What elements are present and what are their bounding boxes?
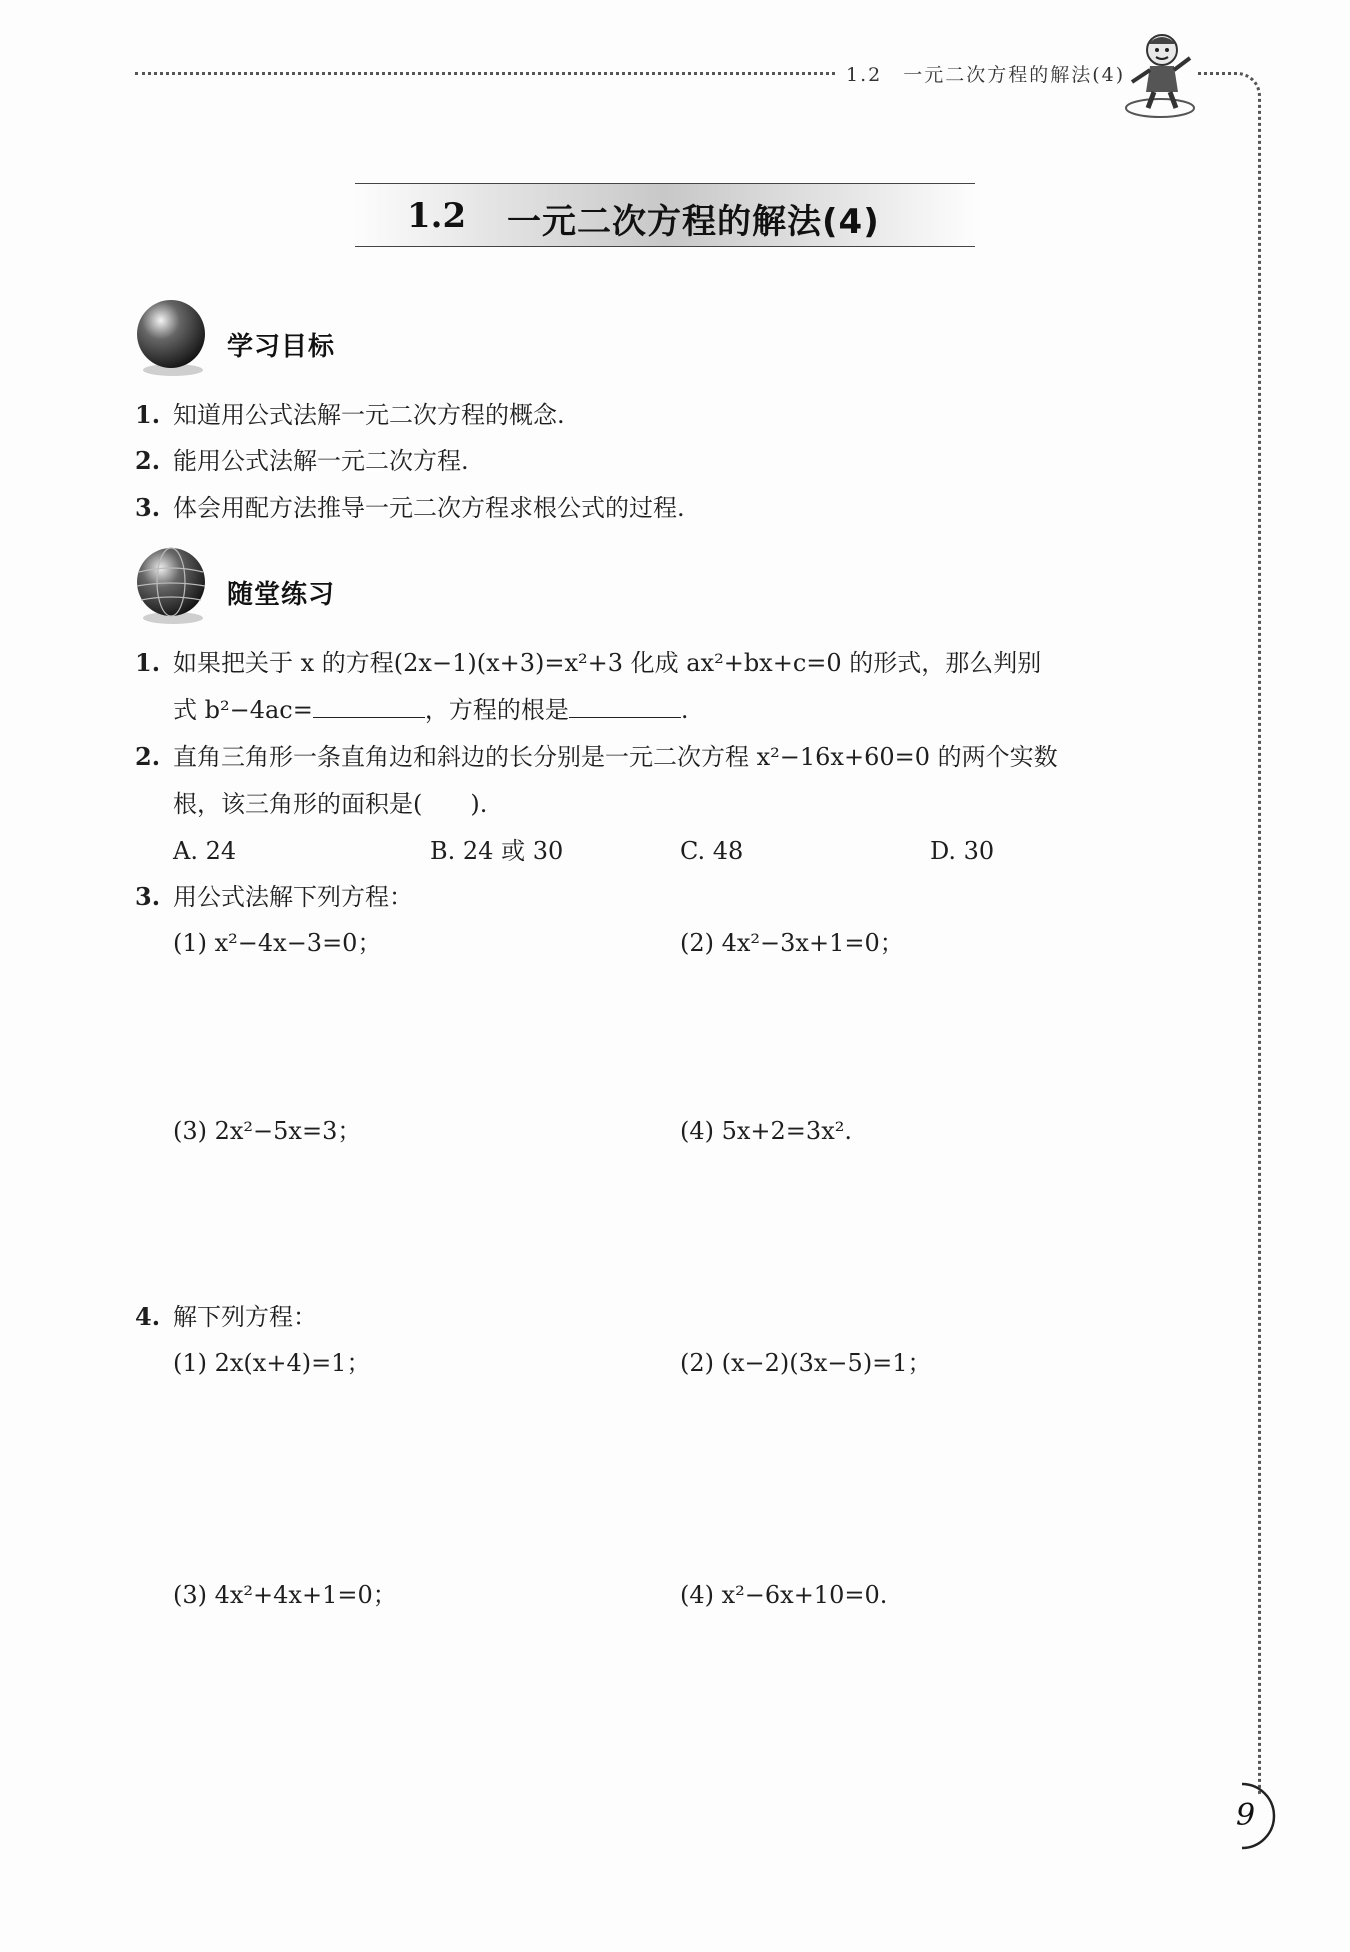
answer-blank-roots[interactable] bbox=[569, 695, 681, 718]
globe-icon bbox=[135, 546, 209, 628]
question-4-part-1: (1) 2x(x+4)=1； bbox=[173, 1349, 371, 1377]
question-3-part-2: (2) 4x²−3x+1=0； bbox=[680, 929, 904, 957]
option-c[interactable]: C. 48 bbox=[680, 837, 744, 865]
question-1-roots-text: ，方程的根是 bbox=[424, 696, 569, 724]
question-3-number: 3. bbox=[135, 882, 161, 911]
sphere-icon bbox=[135, 298, 209, 380]
question-1-line-2 bbox=[173, 695, 689, 725]
question-3-stem: 用公式法解下列方程： bbox=[173, 883, 413, 911]
goal-number-2: 2. bbox=[135, 446, 161, 475]
goal-number-3: 3. bbox=[135, 493, 161, 522]
header-dotted-rule bbox=[135, 72, 835, 75]
page-number: 9 bbox=[1236, 1798, 1256, 1833]
question-2-stem-end: 根，该三角形的面积是( bbox=[173, 790, 423, 818]
mascot-illustration bbox=[1120, 28, 1200, 120]
question-2-close-paren: ). bbox=[470, 790, 488, 818]
question-4-number: 4. bbox=[135, 1302, 161, 1331]
question-3-part-1: (1) x²−4x−3=0； bbox=[173, 929, 382, 957]
goal-text-2: 能用公式法解一元二次方程. bbox=[173, 447, 469, 475]
question-1-period: . bbox=[680, 696, 689, 724]
section-title-learning-goals: 学习目标 bbox=[227, 332, 336, 362]
lesson-number: 1.2 bbox=[407, 196, 467, 236]
option-b[interactable]: B. 24 或 30 bbox=[430, 837, 564, 865]
answer-blank-discriminant[interactable] bbox=[313, 695, 425, 718]
running-header-title: 1.2 一元二次方程的解法(4) bbox=[846, 64, 1126, 86]
goal-text-1: 知道用公式法解一元二次方程的概念. bbox=[173, 401, 565, 429]
question-3-part-3: (3) 2x²−5x=3； bbox=[173, 1117, 362, 1145]
margin-dotted-border bbox=[1198, 72, 1261, 1795]
question-4-part-2: (2) (x−2)(3x−5)=1； bbox=[680, 1349, 932, 1377]
question-2-number: 2. bbox=[135, 742, 161, 771]
section-title-class-practice: 随堂练习 bbox=[227, 580, 336, 610]
lesson-title-banner bbox=[355, 183, 975, 247]
question-4-part-4: (4) x²−6x+10=0. bbox=[680, 1581, 888, 1609]
question-4-part-3: (3) 4x²+4x+1=0； bbox=[173, 1581, 397, 1609]
question-2-line-1: 直角三角形一条直角边和斜边的长分别是一元二次方程 x²−16x+60=0 的两个实数 bbox=[173, 743, 1058, 771]
goal-text-3: 体会用配方法推导一元二次方程求根公式的过程. bbox=[173, 494, 685, 522]
question-3-part-4: (4) 5x+2=3x². bbox=[680, 1117, 852, 1145]
question-1-line-1: 如果把关于 x 的方程(2x−1)(x+3)=x²+3 化成 ax²+bx+c=0 的形式，那么判别 bbox=[173, 649, 1042, 677]
question-4-stem: 解下列方程： bbox=[173, 1303, 317, 1331]
lesson-title: 一元二次方程的解法(4) bbox=[507, 202, 880, 242]
option-d[interactable]: D. 30 bbox=[930, 837, 995, 865]
goal-number-1: 1. bbox=[135, 400, 161, 429]
question-1-number: 1. bbox=[135, 648, 161, 677]
question-1-discriminant-text: 式 b²−4ac= bbox=[173, 696, 313, 724]
option-a[interactable]: A. 24 bbox=[173, 837, 237, 865]
question-2-line-2 bbox=[173, 789, 487, 819]
